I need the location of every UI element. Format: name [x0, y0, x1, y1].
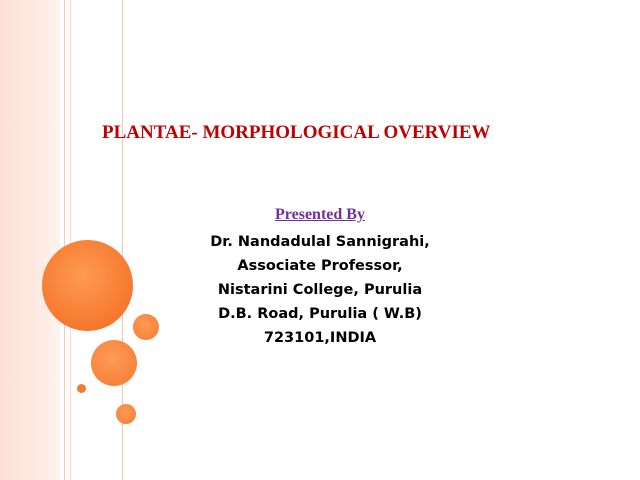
author-block [160, 206, 480, 350]
decorative-line [70, 0, 71, 480]
decorative-circle-small [133, 314, 159, 340]
decorative-line [64, 0, 65, 480]
author-position: Associate Professor, [237, 258, 403, 274]
decorative-circle-small [116, 404, 136, 424]
slide-title: PLANTAE- MORPHOLOGICAL OVERVIEW [102, 122, 491, 143]
left-decorative-band [0, 0, 60, 480]
decorative-circle-dot [77, 384, 86, 393]
decorative-circle-medium [91, 340, 137, 386]
author-name: Dr. Nandadulal Sannigrahi, [210, 234, 430, 250]
author-address: D.B. Road, Purulia ( W.B) [218, 306, 422, 322]
decorative-circle-large [42, 240, 133, 331]
author-postcode: 723101,INDIA [263, 330, 377, 346]
presented-by-label: Presented By [275, 206, 365, 223]
author-college: Nistarini College, Purulia [217, 282, 423, 298]
